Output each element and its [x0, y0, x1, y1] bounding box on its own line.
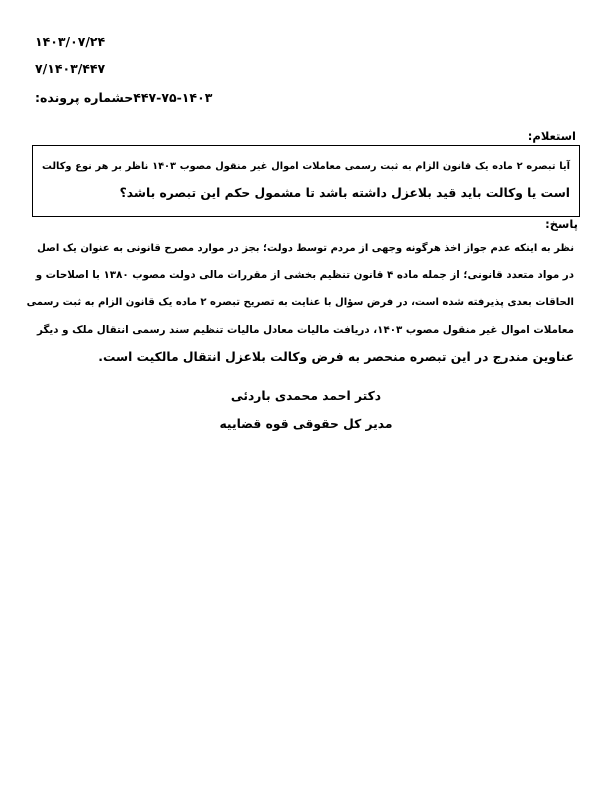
- answer-label: پاسخ:: [545, 217, 578, 231]
- signature-block: [0, 383, 612, 438]
- answer-text: [26, 235, 580, 371]
- case-number-value: ۴۴۷-۷۵-۱۴۰۳ح: [124, 90, 213, 105]
- signatory-name: دکتر احمد محمدی باردئی: [230, 389, 382, 403]
- inquiry-text: [42, 153, 570, 207]
- case-number-row: [35, 84, 612, 111]
- document-header: [0, 28, 612, 111]
- answer-text-line-5: عناوین مندرج در این تبصره منحصر به فرض وکالت بلاعزل انتقال مالکیت است.: [98, 349, 574, 364]
- inquiry-text-line-2: است یا وکالت باید قید بلاعزل داشته باشد تا مشمول حکم این تبصره باشد؟: [119, 186, 570, 200]
- answer-text-line-2: در مواد متعدد قانونی؛ از جمله ماده ۴ قانون تنظیم بخشی از مقررات مالی دولت مصوب ۱۳۸۰ با اصلاحات و: [35, 269, 574, 282]
- signatory-title: مدیر کل حقوقی قوه قضاییه: [219, 417, 393, 431]
- document-date: ۱۴۰۳/۰۷/۲۴: [35, 34, 106, 49]
- answer-section: [26, 215, 580, 371]
- document-letter-number: ۷/۱۴۰۳/۴۴۷: [35, 61, 106, 76]
- case-number-label: شماره پرونده:: [35, 90, 125, 105]
- inquiry-label: استعلام:: [527, 129, 576, 143]
- inquiry-box: [32, 145, 580, 217]
- answer-text-line-1: نظر به اینکه عدم جواز اخذ هرگونه وجهی از مردم توسط دولت؛ بجز در موارد مصرح قانونی به عنوان یک اصل: [37, 243, 574, 254]
- answer-text-line-4: معاملات اموال غیر منقول مصوب ۱۴۰۳، دریافت مالیات معادل مالیات تنظیم سند رسمی انتقال ملک و دیگر: [36, 323, 574, 336]
- inquiry-section: [32, 128, 580, 217]
- answer-text-line-3: الحاقات بعدی پذیرفته شده است، در فرض سؤال با عنایت به تصریح تبصره ۲ ماده یک قانون الزام به ثبت رسمی: [26, 297, 574, 309]
- inquiry-text-line-1: آیا تبصره ۲ ماده یک قانون الزام به ثبت رسمی معاملات اموال غیر منقول مصوب ۱۴۰۳ ناظر بر هر نوع وکالت: [42, 161, 571, 172]
